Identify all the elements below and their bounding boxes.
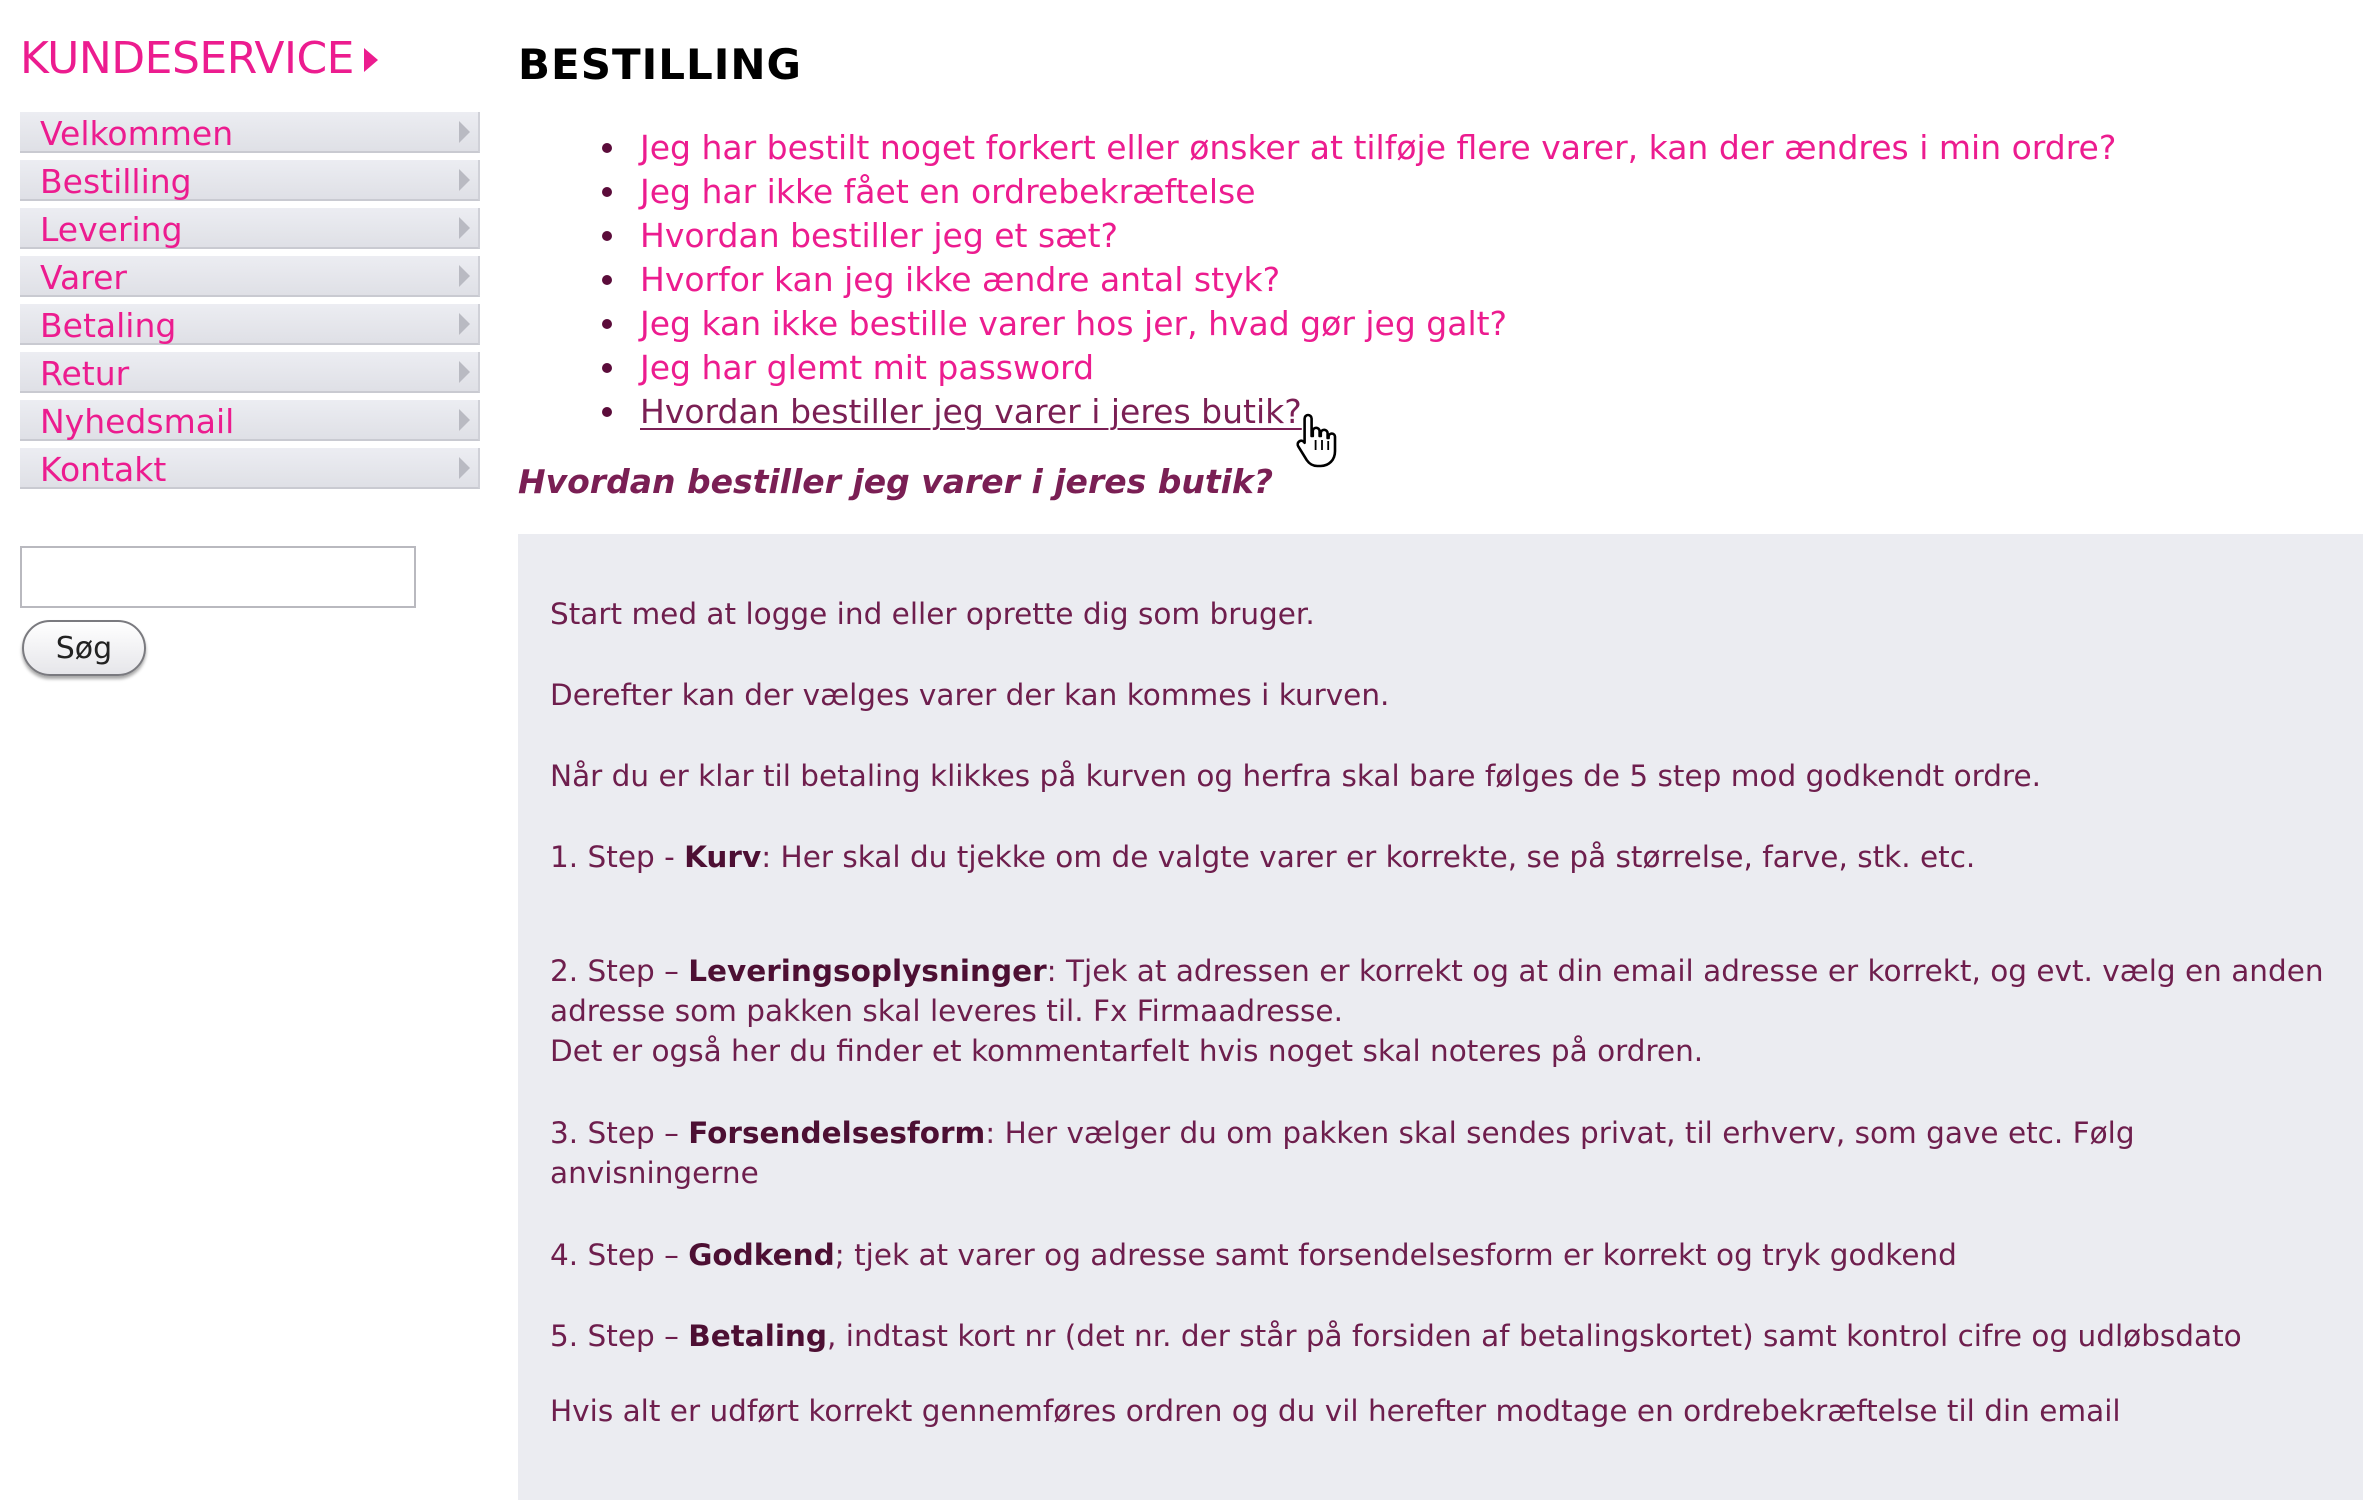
step-extra: Det er også her du finder et kommentarfelt hvis noget skal noteres på ordren. <box>550 1034 1704 1068</box>
faq-item <box>602 258 2116 302</box>
step-name: Kurv <box>684 840 762 874</box>
step-text: , indtast kort nr (det nr. der står på forsiden af betalingskortet) samt kontrol cifre og udløbsdato <box>827 1319 2242 1353</box>
sidebar-item-label: Betaling <box>40 306 177 345</box>
sidebar-item-betaling[interactable] <box>20 304 480 345</box>
sidebar-item-label: Levering <box>40 210 183 249</box>
step-3 <box>550 1113 2340 1193</box>
chevron-right-icon <box>459 169 470 191</box>
faq-link[interactable]: Jeg har ikke fået en ordrebekræftelse <box>640 172 1256 211</box>
sidebar-item-varer[interactable] <box>20 256 480 297</box>
sidebar-item-label: Velkommen <box>40 114 234 153</box>
chevron-right-icon <box>459 121 470 143</box>
brand-title: KUNDESERVICE <box>20 33 354 84</box>
step-text: ; tjek at varer og adresse samt forsendelsesform er korrekt og tryk godkend <box>834 1238 1957 1272</box>
step-prefix: 3. Step – <box>550 1116 689 1150</box>
answer-intro-1: Start med at logge ind eller oprette dig som bruger. <box>550 597 1315 631</box>
sidebar-item-bestilling[interactable] <box>20 160 480 201</box>
main-content <box>518 0 2363 1500</box>
step-text: : Her vælger du om pakken skal sendes privat, til erhverv, som gave etc. Følg anvisningerne <box>550 1116 2135 1190</box>
faq-link[interactable]: Jeg kan ikke bestille varer hos jer, hvad gør jeg galt? <box>640 304 1508 343</box>
brand-header <box>20 28 480 90</box>
answer-outro: Hvis alt er udført korrekt gennemføres ordren og du vil herefter modtage en ordrebekræftelse til din email <box>550 1394 2121 1428</box>
answer-intro-2: Derefter kan der vælges varer der kan kommes i kurven. <box>550 678 1390 712</box>
sidebar-item-label: Varer <box>40 258 127 297</box>
step-1 <box>550 837 2340 877</box>
faq-link[interactable]: Hvorfor kan jeg ikke ændre antal styk? <box>640 260 1281 299</box>
bullet-dot-icon <box>602 275 612 285</box>
chevron-right-icon <box>459 217 470 239</box>
faq-item <box>602 214 2116 258</box>
step-2 <box>550 951 2340 1071</box>
search-input[interactable] <box>20 546 416 608</box>
step-name: Forsendelsesform <box>688 1116 986 1150</box>
answer-intro-3: Når du er klar til betaling klikkes på kurven og herfra skal bare følges de 5 step mod godkendt ordre. <box>550 759 2042 793</box>
faq-list <box>602 126 2116 434</box>
sidebar-item-label: Retur <box>40 354 130 393</box>
answer-heading: Hvordan bestiller jeg varer i jeres butik? <box>518 462 1274 501</box>
step-5 <box>550 1316 2340 1356</box>
sidebar-item-kontakt[interactable] <box>20 448 480 489</box>
chevron-right-icon <box>459 313 470 335</box>
bullet-dot-icon <box>602 319 612 329</box>
chevron-right-icon <box>459 457 470 479</box>
step-name: Betaling <box>688 1319 828 1353</box>
search-button[interactable]: Søg <box>22 620 146 676</box>
sidebar-item-label: Kontakt <box>40 450 167 489</box>
faq-item <box>602 126 2116 170</box>
bullet-dot-icon <box>602 407 612 417</box>
faq-link-hovered[interactable]: Hvordan bestiller jeg varer i jeres butik? <box>640 392 1302 431</box>
sidebar-item-label: Nyhedsmail <box>40 402 235 441</box>
answer-panel <box>518 534 2363 1500</box>
step-text: : Tjek at adressen er korrekt og at din email adresse er korrekt, og evt. vælg en anden adresse som pakken skal leveres til. Fx Firmaadresse. <box>550 954 2324 1028</box>
faq-item <box>602 170 2116 214</box>
bullet-dot-icon <box>602 363 612 373</box>
chevron-right-icon <box>459 409 470 431</box>
step-name: Leveringsoplysninger <box>688 954 1047 988</box>
chevron-right-icon <box>459 361 470 383</box>
step-name: Godkend <box>688 1238 835 1272</box>
faq-link[interactable]: Hvordan bestiller jeg et sæt? <box>640 216 1119 255</box>
bullet-dot-icon <box>602 231 612 241</box>
faq-link[interactable]: Jeg har glemt mit password <box>640 348 1095 387</box>
triangle-right-icon <box>364 48 378 72</box>
step-4 <box>550 1235 2340 1275</box>
faq-link[interactable]: Jeg har bestilt noget forkert eller ønsker at tilføje flere varer, kan der ændres i min ordre? <box>640 128 2117 167</box>
bullet-dot-icon <box>602 143 612 153</box>
sidebar <box>20 28 480 666</box>
step-prefix: 4. Step – <box>550 1238 689 1272</box>
bullet-dot-icon <box>602 187 612 197</box>
sidebar-item-levering[interactable] <box>20 208 480 249</box>
faq-item <box>602 346 2116 390</box>
faq-item <box>602 302 2116 346</box>
sidebar-menu <box>20 112 480 496</box>
step-text: : Her skal du tjekke om de valgte varer er korrekte, se på størrelse, farve, stk. etc. <box>761 840 1976 874</box>
sidebar-item-label: Bestilling <box>40 162 192 201</box>
sidebar-item-velkommen[interactable] <box>20 112 480 153</box>
faq-item-active <box>602 390 2116 434</box>
step-prefix: 5. Step – <box>550 1319 689 1353</box>
hand-pointer-icon <box>1294 412 1338 468</box>
sidebar-item-retur[interactable] <box>20 352 480 393</box>
sidebar-item-nyhedsmail[interactable] <box>20 400 480 441</box>
chevron-right-icon <box>459 265 470 287</box>
step-prefix: 2. Step – <box>550 954 689 988</box>
step-prefix: 1. Step - <box>550 840 685 874</box>
page-title: BESTILLING <box>518 40 803 89</box>
